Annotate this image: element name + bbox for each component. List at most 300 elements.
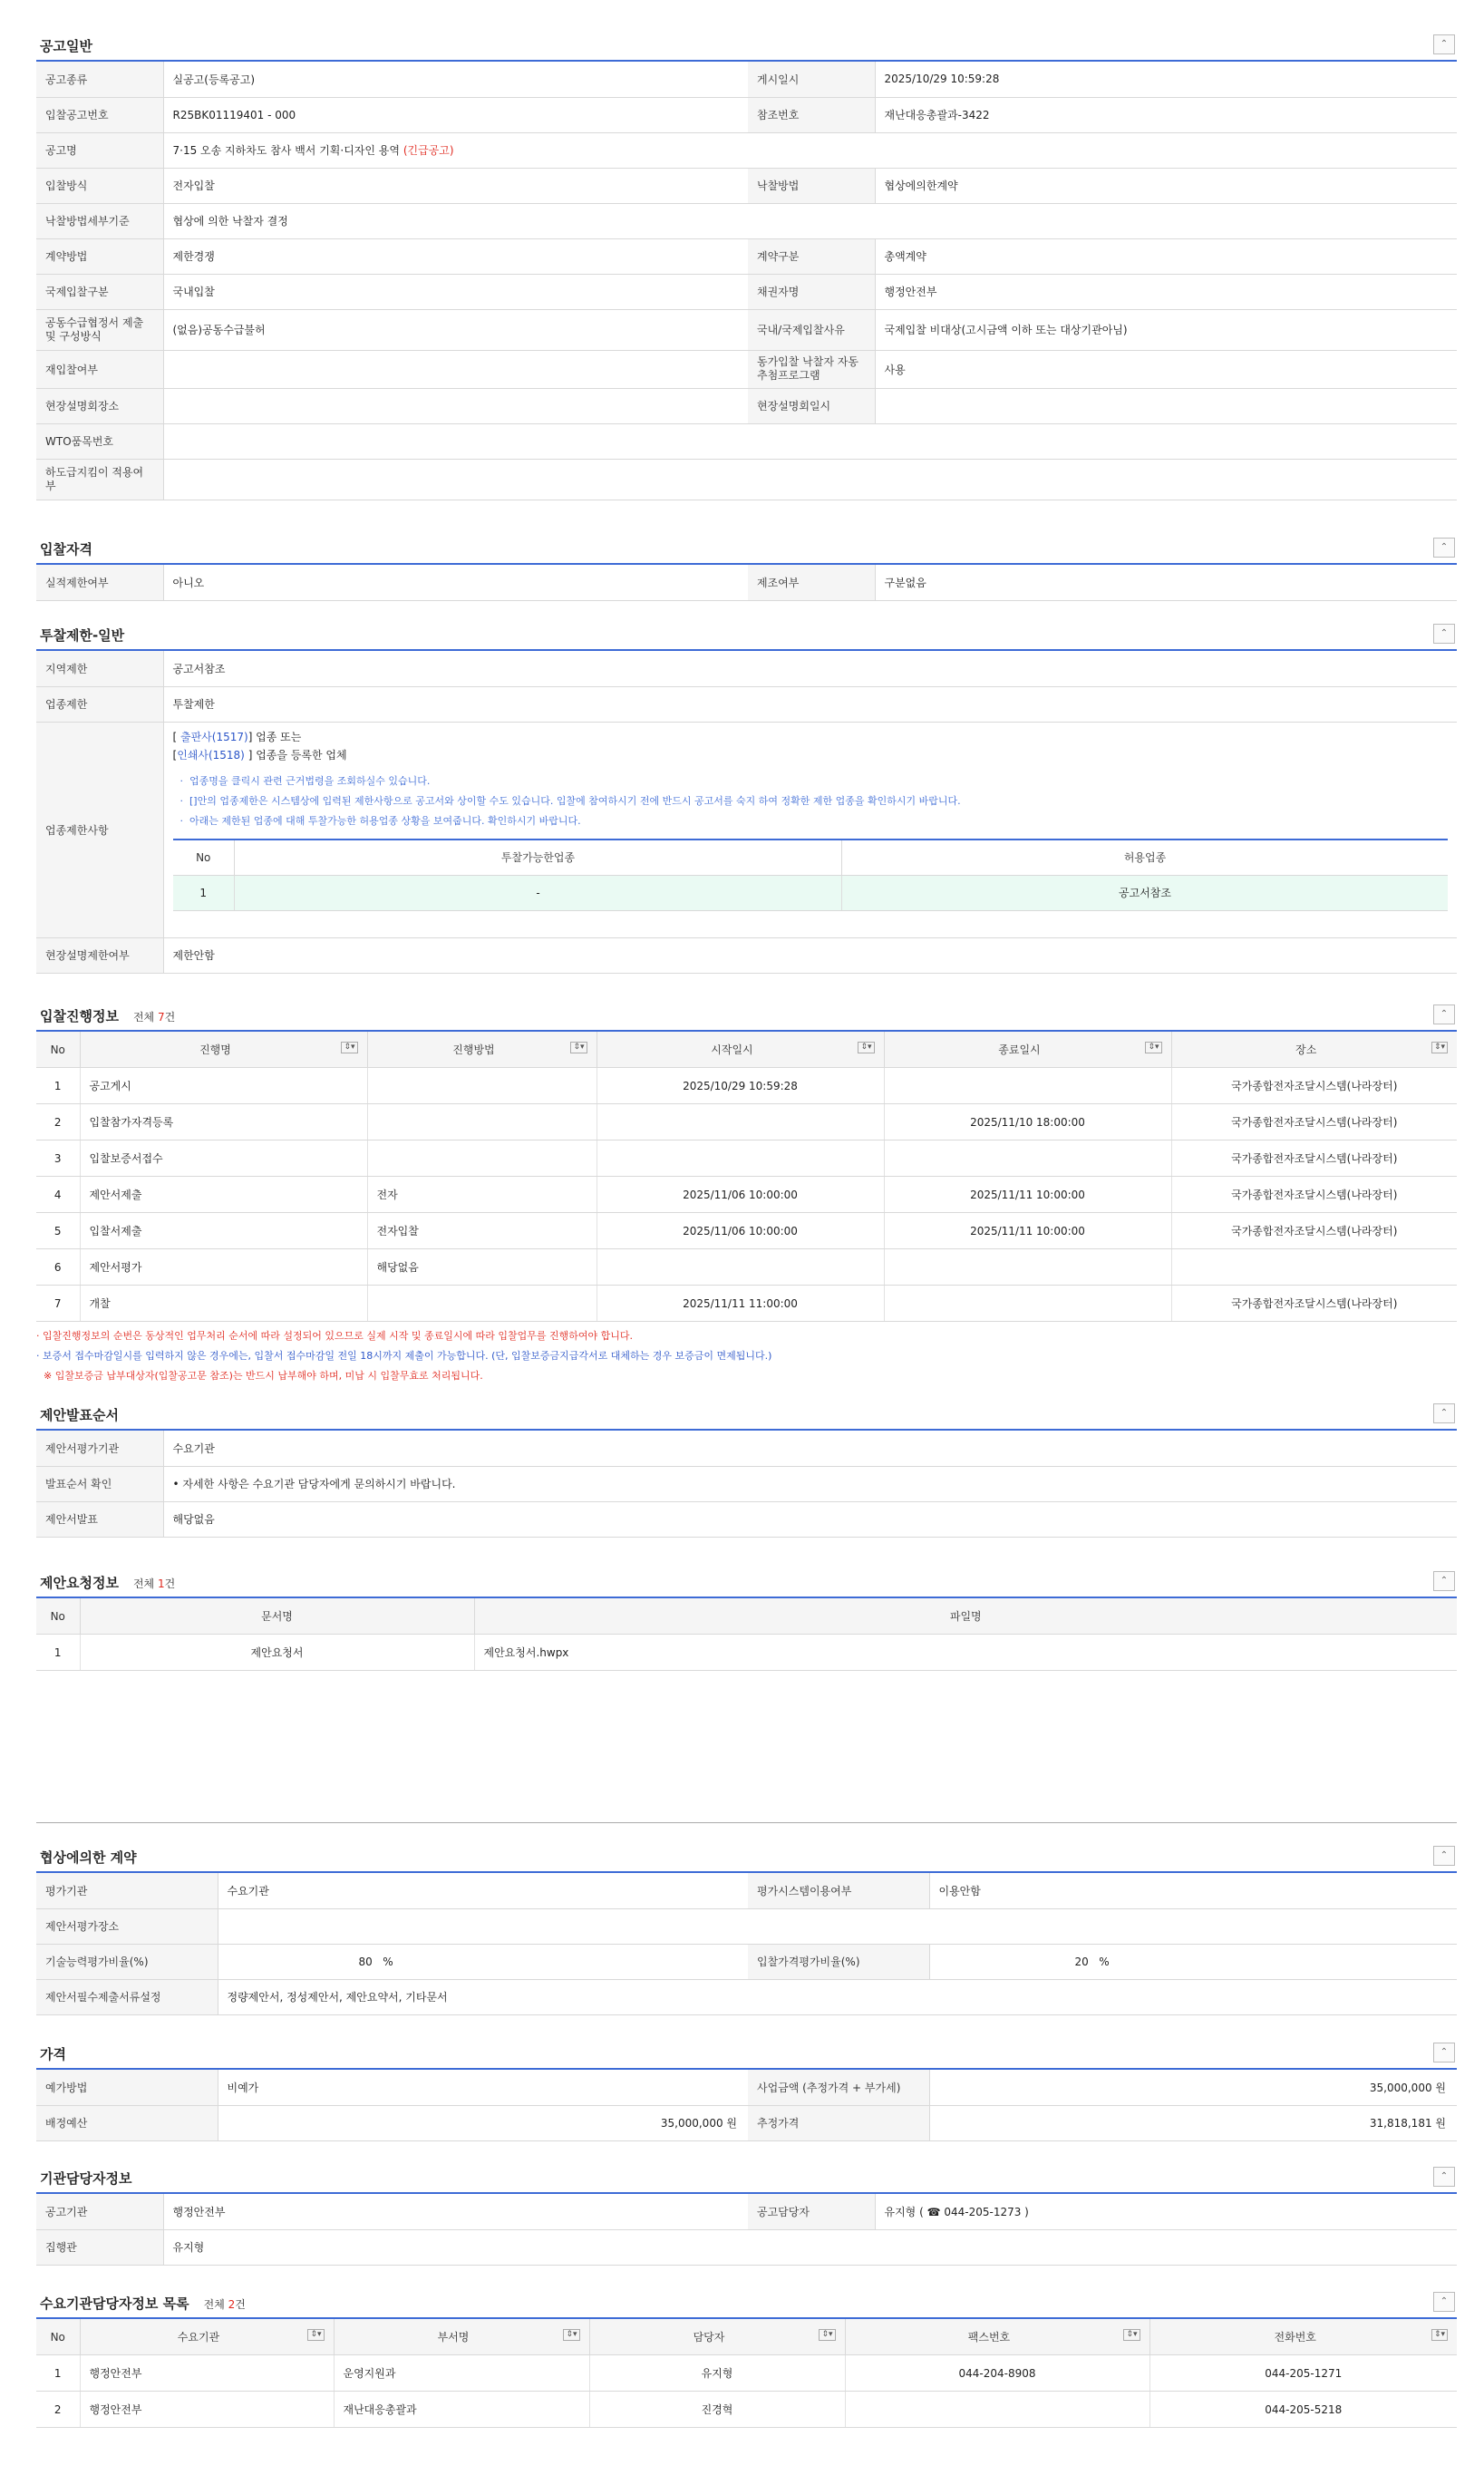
cell: 3 [36,1140,80,1177]
table-row [36,1177,1457,1213]
sort-icon[interactable]: ⇕▾ [1431,2329,1448,2341]
note-line: · 보증서 접수마감일시를 입력하지 않은 경우에는, 입찰서 접수마감일 전일 18시까지 제출이 가능합니다. (단, 입찰보증금지급각서로 대체하는 경우 보증금이 면제됩니다.) [36,1350,772,1362]
collapse-icon[interactable]: ⌃ [1433,1403,1455,1423]
label: 제안서평가장소 [36,1908,218,1944]
ratio-unit: % [1099,1955,1110,1968]
table-row [36,722,1457,937]
label: 낙찰방법 [748,168,875,203]
column-header-sortable[interactable] [334,2319,589,2355]
value [929,1944,1457,1979]
label: 현장설명회장소 [36,388,163,423]
label: 현장설명회일시 [748,388,875,423]
cell [884,1068,1171,1104]
label: 예가방법 [36,2070,218,2105]
value: 35,000,000 원 [929,2070,1457,2105]
value: (없음)공동수급불허 [163,309,748,350]
label: 공동수급협정서 제출 및 구성방식 [36,309,163,350]
label: 참조번호 [748,97,875,132]
cell: 2025/11/11 10:00:00 [884,1213,1171,1249]
section-title: 가격 [40,2046,66,2062]
label: 계약방법 [36,238,163,274]
header-label: 시작일시 [711,1043,753,1056]
label: 국내/국제입찰사유 [748,309,875,350]
value: 실공고(등록공고) [163,62,748,97]
urgent-badge: (긴급공고) [403,144,454,157]
column-header: No [36,1032,80,1068]
count-number: 2 [228,2298,236,2311]
table-row [36,2105,1457,2140]
table-row [36,1979,1457,2014]
progress-table [36,1032,1457,1322]
industry-notes [173,772,1449,831]
table-row [36,168,1457,203]
cell: 2025/10/29 10:59:28 [597,1068,884,1104]
table-header-row [173,840,1449,876]
industry-line-suffix: ] 업종을 등록한 업체 [247,748,347,762]
column-header: No [36,2319,80,2355]
column-header-sortable[interactable] [884,1032,1171,1068]
label: 평가기관 [36,1873,218,1908]
cell: 해당없음 [367,1249,597,1286]
table-header-row [36,1032,1457,1068]
column-header: 투찰가능한업종 [235,840,842,876]
cell: 5 [36,1213,80,1249]
collapse-icon[interactable]: ⌃ [1433,1005,1455,1024]
label: 배정예산 [36,2105,218,2140]
header-label: 전화번호 [1274,2331,1316,2344]
cell: 2025/11/10 18:00:00 [884,1104,1171,1140]
cell: 입찰보증서접수 [80,1140,367,1177]
collapse-icon[interactable]: ⌃ [1433,1846,1455,1866]
column-header: No [173,840,235,876]
value: 아니오 [163,565,748,600]
proposal-request-table [36,1598,1457,1671]
note-line: · 입찰진행정보의 순번은 동상적인 업무처리 순서에 따라 설정되어 있으므로 실제 시작 및 종료일시에 따라 입찰업무를 진행하여야 합니다. [36,1330,633,1342]
sort-icon[interactable]: ⇕▾ [307,2329,324,2341]
label: 공고명 [36,132,163,168]
cell: 전자 [367,1177,597,1213]
value: 행정안전부 [163,2194,748,2229]
cell [367,1068,597,1104]
table-row [36,2392,1457,2428]
table-row [36,238,1457,274]
cell: 개찰 [80,1286,367,1322]
label: 재입찰여부 [36,350,163,388]
cell: 2 [36,2392,80,2428]
column-header-sortable[interactable] [80,2319,334,2355]
label: 공고담당자 [748,2194,875,2229]
cell: 전자입찰 [367,1213,597,1249]
count-number: 7 [157,1011,165,1024]
cell: 제안서평가 [80,1249,367,1286]
label: 채권자명 [748,274,875,309]
label: 실적제한여부 [36,565,163,600]
value: 협상에의한계약 [875,168,1457,203]
table-row [36,937,1457,973]
label: 업종제한사항 [36,722,163,937]
table-row [36,97,1457,132]
cell [367,1286,597,1322]
section-title [40,2294,246,2313]
header-label: 수요기관 [177,2331,220,2344]
note-line: · 업종명을 클릭시 관련 근거법령을 조회하실수 있습니다. [179,774,431,787]
value: 협상에 의한 낙찰자 결정 [163,203,1457,238]
column-header: No [36,1598,80,1635]
value: 총액계약 [875,238,1457,274]
value: 정량제안서, 정성제안서, 제안요약서, 기타문서 [218,1979,1457,2014]
table-row [36,686,1457,722]
value: 전자입찰 [163,168,748,203]
table-row [36,132,1457,168]
note-text: []안의 업종제한은 시스템상에 입력된 제한사항으로 공고서와 상이할 수도 있습니다. 입찰에 참여하시기 전에 반드시 공고서를 숙지 하여 정확한 제한 업종을 확인하시기 바랍니다. [189,794,961,807]
cell: 국가종합전자조달시스템(나라장터) [1171,1213,1457,1249]
table-row [36,1286,1457,1322]
label: 국제입찰구분 [36,274,163,309]
cell: 제안서제출 [80,1177,367,1213]
sort-icon[interactable]: ⇕▾ [819,2329,835,2341]
table-row [36,2194,1457,2229]
value: 비예가 [218,2070,748,2105]
count-suffix: 건 [164,1577,176,1590]
cell [884,1286,1171,1322]
cell: 유지형 [589,2355,845,2392]
cell: 2025/11/06 10:00:00 [597,1213,884,1249]
cell: 행정안전부 [80,2392,334,2428]
cell: 공고게시 [80,1068,367,1104]
cell: 1 [173,875,235,910]
value: 재난대응총괄과-3422 [875,97,1457,132]
table-row [36,2229,1457,2265]
label: 공고기관 [36,2194,163,2229]
header-label: 종료일시 [998,1043,1041,1056]
table-row [36,1944,1457,1979]
collapse-icon[interactable]: ⌃ [1433,538,1455,558]
count-suffix: 건 [164,1011,176,1024]
value [218,1908,1457,1944]
column-header-sortable[interactable] [80,1032,367,1068]
section-qualification [36,530,1457,601]
cell [884,1140,1171,1177]
header-label: 진행방법 [452,1043,495,1056]
label: 동가입찰 낙찰자 자동추첨프로그램 [748,350,875,388]
cell: 7 [36,1286,80,1322]
cell [597,1249,884,1286]
collapse-icon[interactable]: ⌃ [1433,2167,1455,2187]
cell [884,1249,1171,1286]
value [163,459,1457,500]
column-header: 파일명 [474,1598,1457,1635]
allowed-industry-table [173,839,1449,911]
value: • 자세한 사항은 수요기관 담당자에게 문의하시기 바랍니다. [163,1466,1457,1501]
label: 발표순서 확인 [36,1466,163,1501]
contacts-table [36,2319,1457,2428]
label: 평가시스템이용여부 [748,1873,929,1908]
cell: 4 [36,1177,80,1213]
cell: 1 [36,2355,80,2392]
industry-line-1: [ 출판사(1517)] 업종 또는 [172,730,302,743]
cell [597,1104,884,1140]
section-agency [36,2160,1457,2266]
divider [36,1822,1457,1823]
cell [367,1140,597,1177]
sort-icon[interactable]: ⇕▾ [1145,1042,1161,1053]
label: 현장설명제한여부 [36,937,163,973]
note-line: · 아래는 제한된 업종에 대해 투찰가능한 허용업종 상황을 보여줍니다. 확인하시기 바랍니다. [179,814,581,827]
sort-icon[interactable]: ⇕▾ [1123,2329,1140,2341]
industry-link-printer[interactable]: 인쇄사(1518) [177,748,245,762]
section-presentation [36,1396,1457,1538]
table-row [36,2070,1457,2105]
label: 추정가격 [748,2105,929,2140]
column-header-sortable[interactable] [589,2319,845,2355]
label: 입찰방식 [36,168,163,203]
section-title: 제안발표순서 [40,1407,119,1423]
count-prefix: 전체 [132,1011,158,1024]
section-general [36,27,1457,500]
table-row [36,1104,1457,1140]
value: 2025/10/29 10:59:28 [875,62,1457,97]
cell: 2 [36,1104,80,1140]
cell [367,1104,597,1140]
title-text: 제안요청정보 [40,1575,119,1591]
value: 해당없음 [163,1501,1457,1537]
column-header-sortable[interactable] [367,1032,597,1068]
table-row [36,62,1457,97]
notice-name-text: 7·15 오송 지하차도 참사 백서 기획·디자인 용역 [172,144,400,157]
value: 국내입찰 [163,274,748,309]
value [163,423,1457,459]
presentation-table [36,1431,1457,1538]
section-title: 입찰자격 [40,541,92,558]
cell: 2025/11/06 10:00:00 [597,1177,884,1213]
label: 지역제한 [36,651,163,686]
section-title [40,1573,175,1592]
value: 제한안함 [163,937,1457,973]
table-row [36,2355,1457,2392]
column-header: 문서명 [80,1598,474,1635]
cell: 제안요청서 [80,1635,474,1671]
label: 입찰가격평가비율(%) [748,1944,929,1979]
cell: 운영지원과 [334,2355,589,2392]
value [163,350,748,388]
table-row [36,1466,1457,1501]
label: 계약구분 [748,238,875,274]
table-header-row [36,2319,1457,2355]
sort-icon[interactable]: ⇕▾ [341,1042,357,1053]
price-table [36,2070,1457,2141]
header-label: 담당자 [693,2331,725,2344]
table-header-row [36,1598,1457,1635]
collapse-icon[interactable]: ⌃ [1433,2043,1455,2062]
value: 이용안함 [929,1873,1457,1908]
cell: 044-204-8908 [845,2355,1149,2392]
label: 사업금액 (추정가격 + 부가세) [748,2070,929,2105]
cell: 행정안전부 [80,2355,334,2392]
sort-icon[interactable]: ⇕▾ [1431,1042,1448,1053]
cell: 국가종합전자조달시스템(나라장터) [1171,1177,1457,1213]
column-header-sortable[interactable] [1149,2319,1457,2355]
value: 유지형 [163,2229,1457,2265]
value [218,1944,748,1979]
cell: 044-205-1271 [1149,2355,1457,2392]
table-row [36,1068,1457,1104]
note-text: 아래는 제한된 업종에 대해 투찰가능한 허용업종 상황을 보여줍니다. 확인하시기 바랍니다. [189,814,581,827]
table-row [36,1635,1457,1671]
section-title [40,1006,175,1025]
section-progress [36,997,1457,1322]
sort-icon[interactable]: ⇕▾ [570,1042,587,1053]
value: 31,818,181 원 [929,2105,1457,2140]
cell [1171,1249,1457,1286]
section-negotiation [36,1839,1457,2015]
label: 하도급지킴이 적용여부 [36,459,163,500]
cell: 입찰참가자격등록 [80,1104,367,1140]
section-restriction [36,616,1457,974]
table-row [36,309,1457,350]
collapse-icon[interactable]: ⌃ [1433,624,1455,644]
cell: 공고서참조 [842,875,1449,910]
section-contacts [36,2285,1457,2428]
note-line: ※ 입찰보증금 납부대상자(입찰공고문 참조)는 반드시 납부해야 하며, 미납 시 입찰무효로 처리됩니다. [44,1370,483,1382]
value: 공고서참조 [163,651,1457,686]
value: 수요기관 [218,1873,748,1908]
header-label: 팩스번호 [967,2331,1011,2344]
label: 제안서평가기관 [36,1431,163,1466]
cell: 1 [36,1068,80,1104]
collapse-icon[interactable]: ⌃ [1433,1571,1455,1591]
table-row [173,875,1449,910]
cell: 입찰서제출 [80,1213,367,1249]
header-label: 장소 [1295,1043,1317,1056]
title-text: 수요기관담당자정보 목록 [40,2295,189,2312]
count-badge [204,2298,246,2311]
qualification-table [36,565,1457,601]
cell: 국가종합전자조달시스템(나라장터) [1171,1104,1457,1140]
table-row [36,565,1457,600]
section-proposal-request [36,1564,1457,1671]
label: 낙찰방법세부기준 [36,203,163,238]
value: 수요기관 [163,1431,1457,1466]
cell: - [235,875,842,910]
value: 사용 [875,350,1457,388]
cell [845,2392,1149,2428]
sort-icon[interactable]: ⇕▾ [563,2329,579,2341]
cell: 국가종합전자조달시스템(나라장터) [1171,1286,1457,1322]
cell: 국가종합전자조달시스템(나라장터) [1171,1068,1457,1104]
cell: 재난대응총괄과 [334,2392,589,2428]
column-header-sortable[interactable] [597,1032,884,1068]
count-prefix: 전체 [203,2298,228,2311]
value: 국제입찰 비대상(고시금액 이하 또는 대상기관아님) [875,309,1457,350]
section-title: 공고일반 [40,38,92,54]
restriction-table [36,651,1457,974]
ratio-value: 20 [1074,1955,1089,1968]
table-row [36,1140,1457,1177]
ratio-unit: % [383,1955,393,1968]
column-header: 허용업종 [842,840,1449,876]
cell: 2025/11/11 10:00:00 [884,1177,1171,1213]
column-header-sortable[interactable] [845,2319,1149,2355]
negotiation-table [36,1873,1457,2015]
value: 제한경쟁 [163,238,748,274]
label: 집행관 [36,2229,163,2265]
note-text: 업종명을 클릭시 관련 근거법령을 조회하실수 있습니다. [189,774,431,787]
table-row [36,459,1457,500]
label: 입찰공고번호 [36,97,163,132]
industry-link-publisher[interactable]: 출판사(1517) [180,730,248,743]
table-row [36,388,1457,423]
table-row [36,203,1457,238]
general-table [36,62,1457,500]
cell: 1 [36,1635,80,1671]
label: 게시일시 [748,62,875,97]
label: 기술능력평가비율(%) [36,1944,218,1979]
value: 유지형 ( ☎ 044-205-1273 ) [875,2194,1457,2229]
table-row [36,274,1457,309]
table-row [36,1213,1457,1249]
table-row [36,1873,1457,1908]
industry-line-2: [인쇄사(1518) ] 업종을 등록한 업체 [172,748,347,762]
table-row [36,350,1457,388]
note-line: · []안의 업종제한은 시스템상에 입력된 제한사항으로 공고서와 상이할 수도 있습니다. 입찰에 참여하시기 전에 반드시 공고서를 숙지 하여 정확한 제한 업종을 확인하시기 바랍니다. [179,794,961,807]
header-label: 진행명 [199,1043,231,1056]
section-title: 투찰제한-일반 [40,627,125,644]
label: 제조여부 [748,565,875,600]
collapse-icon[interactable]: ⌃ [1433,2292,1455,2312]
progress-notes [36,1326,771,1386]
column-header-sortable[interactable] [1171,1032,1457,1068]
label: 제안서발표 [36,1501,163,1537]
cell [597,1140,884,1177]
value: R25BK01119401 - 000 [163,97,748,132]
count-number: 1 [157,1577,165,1590]
label: WTO품목번호 [36,423,163,459]
cell: 2025/11/11 11:00:00 [597,1286,884,1322]
table-row [36,423,1457,459]
file-link[interactable]: 제안요청서.hwpx [474,1635,1457,1671]
sort-icon[interactable]: ⇕▾ [858,1042,874,1053]
cell: 국가종합전자조달시스템(나라장터) [1171,1140,1457,1177]
label: 제안서필수제출서류설정 [36,1979,218,2014]
table-row [36,651,1457,686]
ratio-value: 80 [358,1955,373,1968]
industry-line-suffix: ] 업종 또는 [247,730,302,743]
header-label: 부서명 [437,2331,470,2344]
label: 공고종류 [36,62,163,97]
agency-table [36,2194,1457,2266]
count-badge [133,1577,175,1590]
industry-detail [163,722,1457,937]
table-row [36,1431,1457,1466]
cell: 6 [36,1249,80,1286]
cell: 044-205-5218 [1149,2392,1457,2428]
collapse-icon[interactable]: ⌃ [1433,34,1455,54]
cell: 진경혁 [589,2392,845,2428]
section-title: 기관담당자정보 [40,2170,132,2187]
value: 구분없음 [875,565,1457,600]
title-text: 입찰진행정보 [40,1008,119,1024]
count-prefix: 전체 [132,1577,158,1590]
value: 35,000,000 원 [218,2105,748,2140]
section-price [36,2035,1457,2141]
count-badge [133,1011,175,1024]
count-suffix: 건 [235,2298,246,2311]
value: 행정안전부 [875,274,1457,309]
value [875,388,1457,423]
value: 투찰제한 [163,686,1457,722]
table-row [36,1908,1457,1944]
label: 업종제한 [36,686,163,722]
